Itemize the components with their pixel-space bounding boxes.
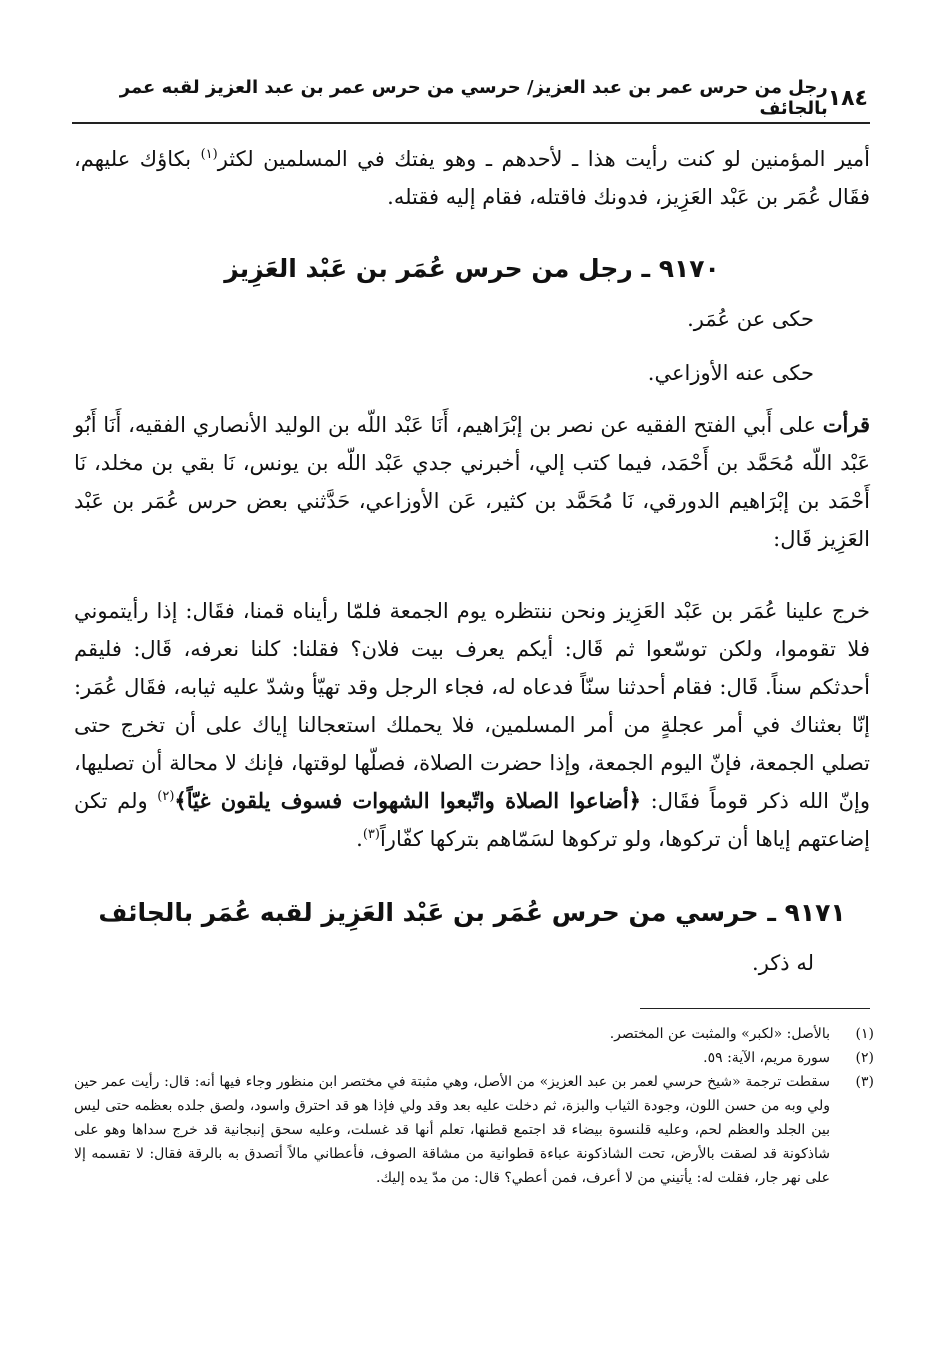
intro-line-1: أمير المؤمنين لو كنت رأيت هذا ـ لأحدهم ـ وهو يفتك في المسلمين لكثر bbox=[217, 147, 870, 171]
footnote-text: بالأصل: «لكبر» والمثبت عن المختصر. bbox=[609, 1026, 830, 1042]
footnote-text: سورة مريم، الآية: ٥٩. bbox=[703, 1050, 830, 1066]
matn-paragraph bbox=[74, 592, 870, 858]
running-title: رجل من حرس عمر بن عبد العزيز/ حرسي من حرس عمر بن عبد العزيز لقبه عمر بالجائف bbox=[119, 77, 828, 119]
footnote-number: (١) bbox=[855, 1026, 874, 1042]
footnote-item bbox=[74, 1070, 874, 1190]
intro-line-2: فقَال عُمَر بن عَبْد العَزِيز، فدونك فاقتله، فقام إليه فقتله. bbox=[387, 185, 870, 209]
header-rule bbox=[72, 122, 870, 124]
matn-end: . bbox=[356, 827, 363, 851]
footnote-rule bbox=[640, 1008, 870, 1009]
footnote-item bbox=[74, 1046, 874, 1070]
page-header bbox=[72, 78, 868, 118]
entry-heading-9171: ٩١٧١ ـ حرسي من حرس عُمَر بن عَبْد العَزِيز لقبه عُمَر بالجائف bbox=[98, 898, 846, 927]
entry-heading-9170: ٩١٧٠ ـ رجل من حرس عُمَر بن عَبْد العَزِيز bbox=[224, 254, 720, 283]
quran-verse: ﴿أضاعوا الصلاة واتّبعوا الشهوات فسوف يلقون غيّاً﴾ bbox=[174, 788, 641, 813]
narrates-from: حكى عن عُمَر. bbox=[687, 307, 814, 331]
footnote-number: (٣) bbox=[855, 1074, 874, 1090]
entry-9171-text: له ذكر. bbox=[752, 951, 814, 975]
page-number: ١٨٤ bbox=[827, 85, 868, 111]
isnad-paragraph bbox=[74, 406, 870, 558]
isnad-text: على أَبي الفتح الفقيه عن نصر بن إبْرَاهيم، أَنَا عَبْد اللّه بن الوليد الأنصاري الفقيه، أَنَا أَبُو عَبْد اللّه مُحَمَّد بن أَحْمَد، فيما كتب إلي، أخبرني جدي عَبْد اللّه بن يونس، نَا بقي بن مخلد، نَا أَحْمَد بن إبْرَاهيم الدورقي، نَا مُحَمَّد بن كثير، عَن الأوزاعي، حَدَّثني بعض حرس عُمَر بن عَبْد العَزِيز قَال: bbox=[74, 413, 870, 551]
footnotes bbox=[74, 1022, 874, 1190]
footnote-ref-1: (١) bbox=[200, 147, 218, 162]
footnote-ref-2: (٢) bbox=[157, 789, 175, 804]
intro-paragraph bbox=[74, 140, 870, 216]
isnad-lead: قرأت bbox=[822, 412, 870, 437]
matn-start: خرج علينا عُمَر بن عَبْد العَزِيز ونحن ننتظره يوم الجمعة فلمّا رأيناه قمنا، فقَال: إذا رأيتموني فلا تقوموا، ولكن توسّعوا ثم قَال: أيكم يعرف بيت فلان؟ فقلنا: كلنا نعرفه، قَال: فليقم أحدثكم سناً. قَال: فقام أحدثنا سنّاً فدعاه له، فجاء الرجل وقد تهيّأ وشدّ عليه ثيابه، فقَال عُمَر: إنّا بعثناك في أمر عجلةٍ من أمر المسلمين، فلا يحملك استعجالنا إياك على أن تخرج حتى تصلي الجمعة، فإنّ اليوم الجمعة، وإذا حضرت الصلاة، فصلّها لوقتها، فإنك لا محالة أن تصليها، وإنّ الله ذكر قوماً فقَال: bbox=[74, 599, 870, 813]
narrated-by: حكى عنه الأوزاعي. bbox=[647, 361, 814, 385]
matn-mid: ولم تكن إضاعتهم إياها أن تركوها، ولو تركوها لسَمّاهم بتركها كفّاراً bbox=[74, 789, 870, 851]
footnote-text: سقطت ترجمة «شيخ حرسي لعمر بن عبد العزيز» من الأصل، وهي مثبتة في مختصر ابن منظور وجاء فيها أنه: قال: رأيت عمر حين ولي وبه من حسن اللون، وجودة الثياب والبزة، ثم دخلت عليه بعد وقد ولي فإذا هو قد احترق واسود، ولصق جلده بعظمه حتى ليس بين الجلد والعظم لحم، وعليه قلنسوة بيضاء قد اجتمع قطنها، تعلم أنها قد غسلت، وعليه سحق إنبجانية قد خرج سداها وهو على شاذكونة قد لصقت بالأرض، تحت الشاذكونة عباءة قطوانية من مشاقة الصوف، فأعطاني مالاً أتصدق به بالرقة فقال: لا تقسمه إلا على نهر جار، فقلت له: يأتيني من لا أعرف، فمن أعطي؟ قال: من مدّ يده إليك. bbox=[74, 1074, 830, 1186]
footnote-ref-3: (٣) bbox=[362, 827, 380, 842]
footnote-item bbox=[74, 1022, 874, 1046]
intro-line-1-end: بكاؤك عليهم، bbox=[74, 147, 201, 171]
footnote-number: (٢) bbox=[855, 1050, 874, 1066]
